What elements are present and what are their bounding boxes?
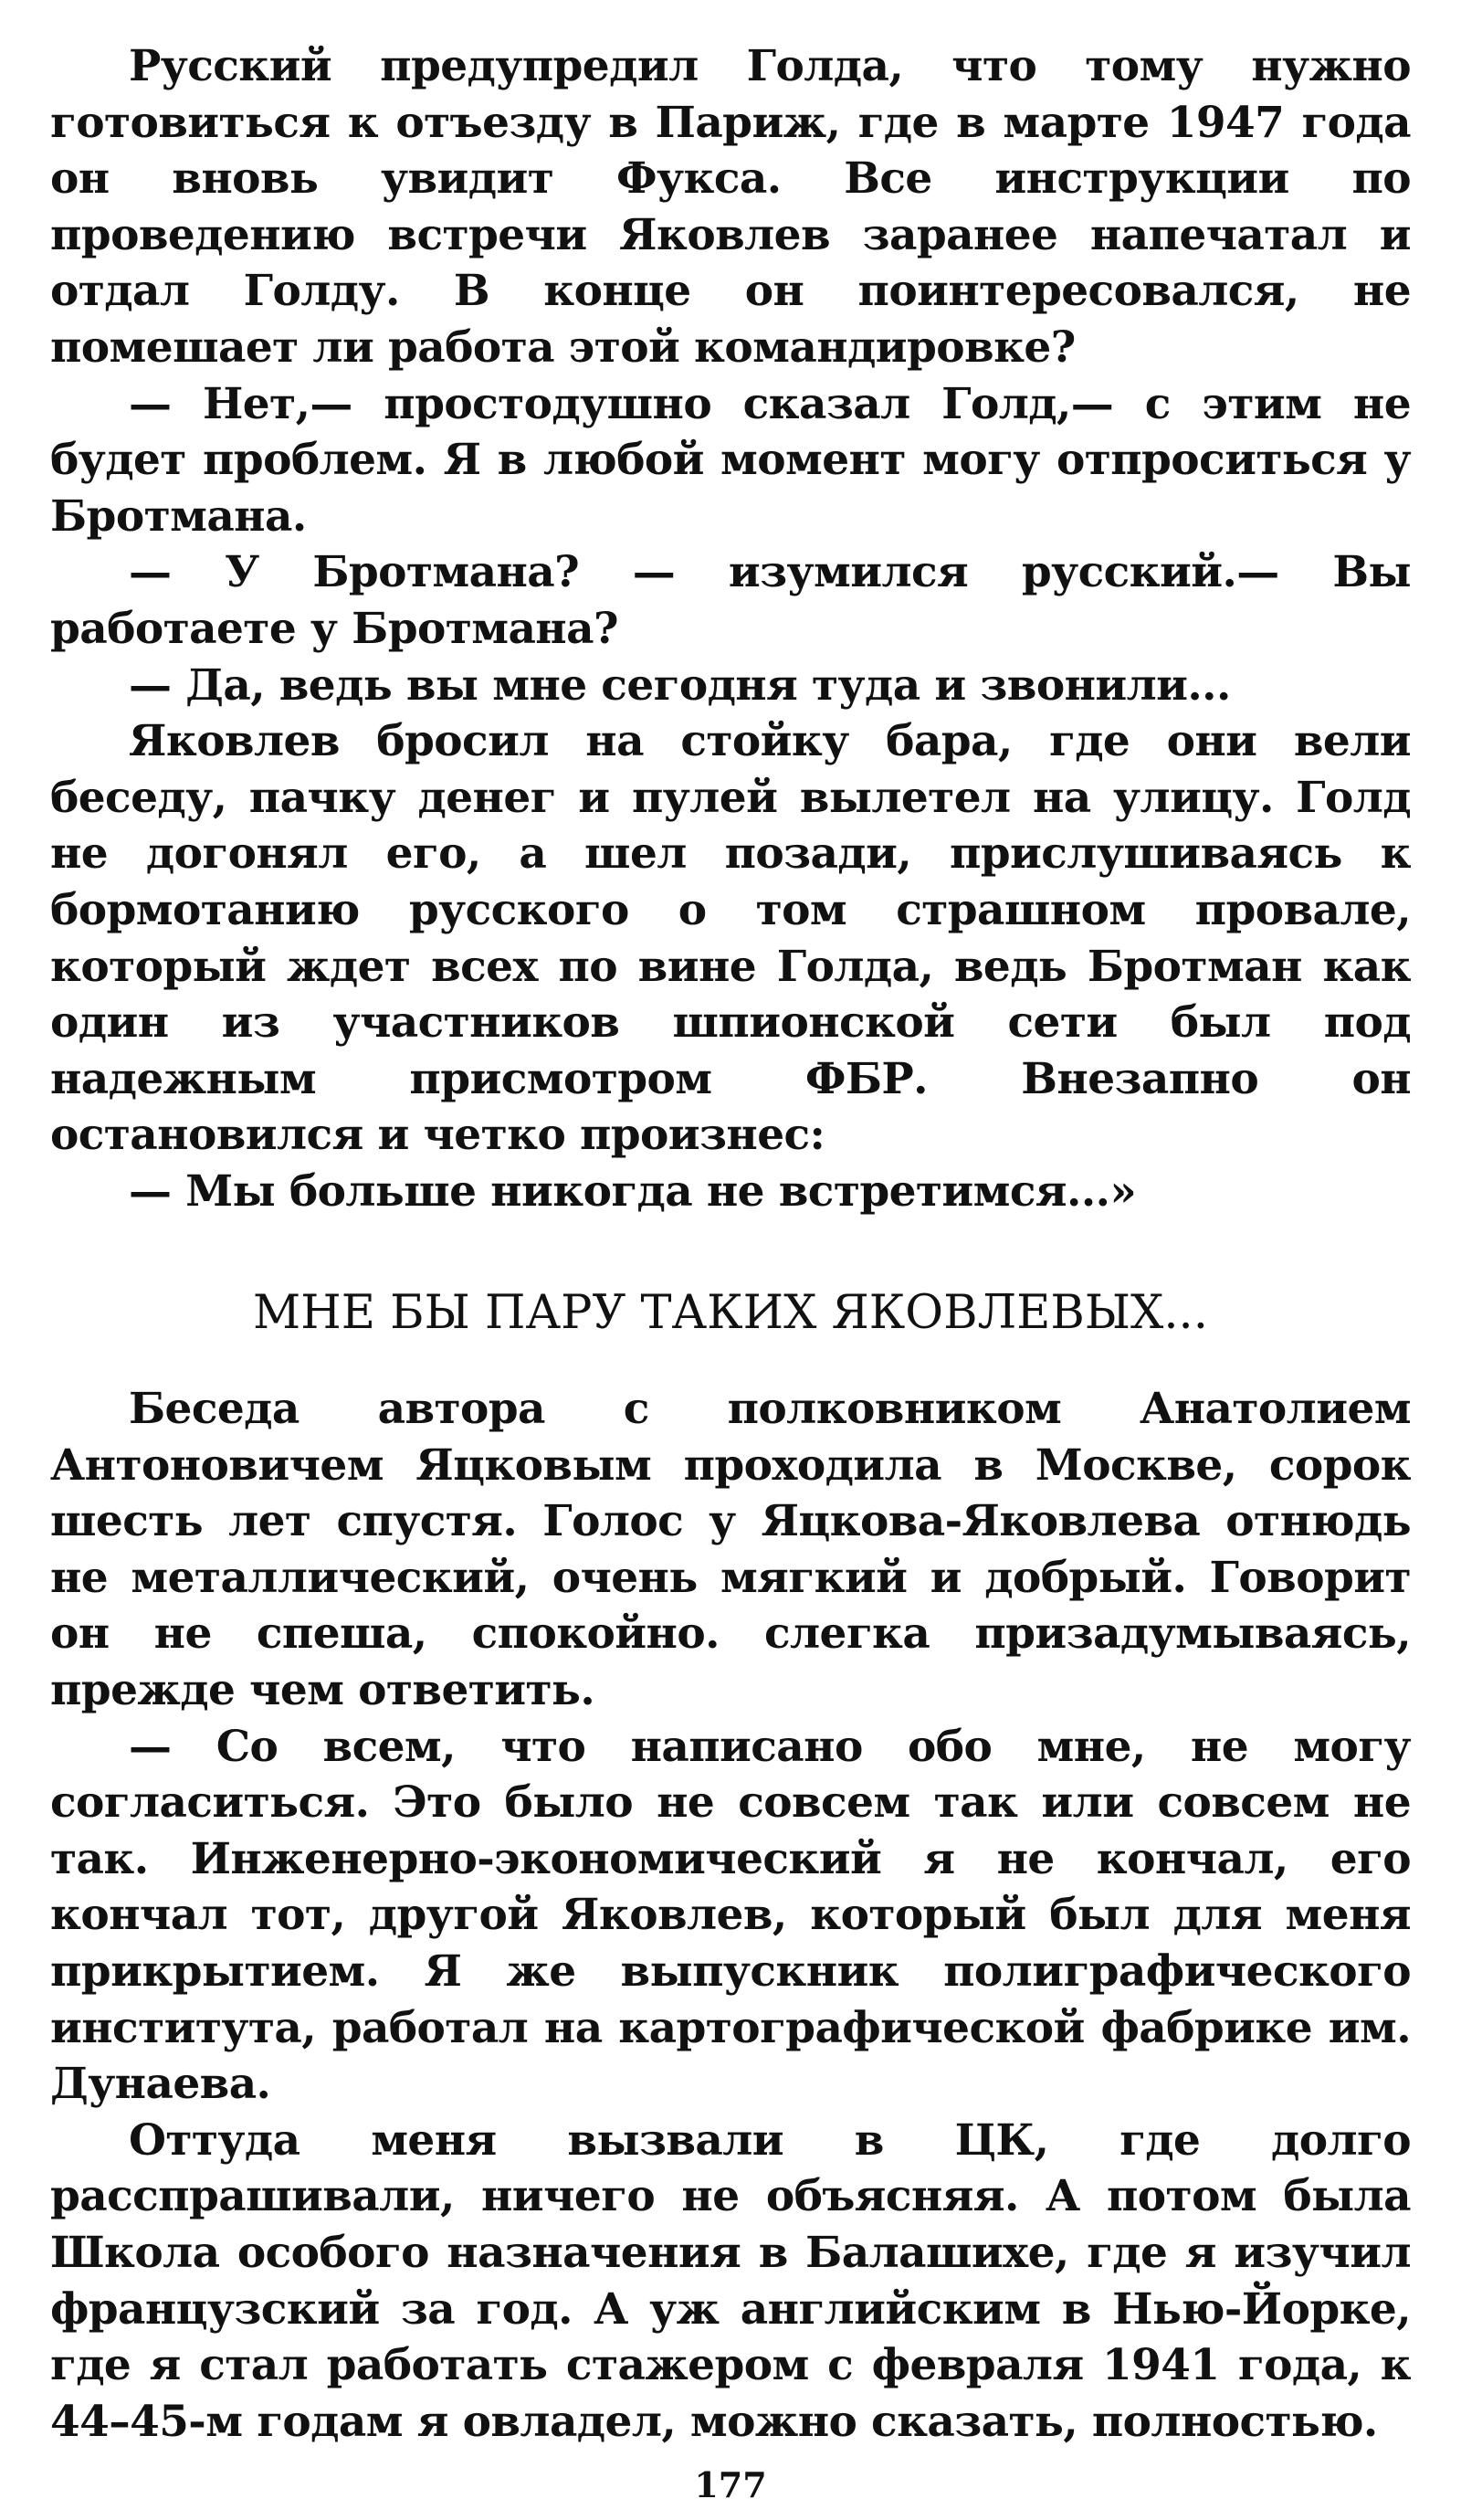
dialogue-line: — Нет,— простодушно сказал Голд,— с этим не будет проблем. Я в любой момент могу отпроситься у Бротмана.	[50, 378, 1411, 542]
paragraph: Оттуда меня вызвали в ЦК, где долго расспрашивали, ничего не объясняя. А потом была Школа особого назначения в Балашихе, где я изучил французский за год. А уж английским в Нью-Йорке, где я стал работать стажером с февраля 1941 года, к 44–45-м годам я овладел, можно сказать, полностью.	[50, 2114, 1411, 2447]
section-1-text	[50, 38, 1411, 1219]
dialogue-line: — Со всем, что написано обо мне, не могу согласиться. Это было не совсем так или совсем не так. Инженерно-экономический я не кончал, его кончал тот, другой Яковлев, который был для меня прикрытием. Я же выпускник полиграфического института, работал на картографической фабрике им. Дунаева.	[50, 1721, 1411, 2110]
dialogue-line: — У Бротмана? — изумился русский.— Вы работаете у Бротмана?	[50, 547, 1411, 654]
dialogue-line: — Да, ведь вы мне сегодня туда и звонили...	[129, 659, 1231, 711]
page-number: 177	[694, 2464, 767, 2505]
section-heading: МНЕ БЫ ПАРУ ТАКИХ ЯКОВЛЕВЫХ...	[253, 1286, 1208, 1340]
paragraph: Беседа автора с полковником Анатолием Антоновичем Яцковым проходила в Москве, сорок шесть лет спустя. Голос у Яцкова-Яковлева отнюдь не металлический, очень мягкий и добрый. Говорит он не спеша, спокойно. слегка призадумываясь, прежде чем ответить.	[50, 1384, 1411, 1715]
paragraph: Русский предупредил Голда, что тому нужно готовиться к отъезду в Париж, где в марте 1947 года он вновь увидит Фукса. Все инструкции по проведению встречи Яковлев заранее напечатал и отдал Голду. В конце он поинтересовался, не помешает ли работа этой командировке?	[50, 41, 1411, 373]
section-2-text	[50, 1381, 1411, 2450]
dialogue-line: — Мы больше никогда не встретимся...»	[129, 1165, 1137, 1217]
paragraph: Яковлев бросил на стойку бара, где они вели беседу, пачку денег и пулей вылетел на улицу. Голд не догонял его, а шел позади, прислушиваясь к бормотанию русского о том страшном провале, который ждет всех по вине Голда, ведь Бротман как один из участников шпионской сети был под надежным присмотром ФБР. Внезапно он остановился и четко произнес:	[50, 716, 1411, 1161]
